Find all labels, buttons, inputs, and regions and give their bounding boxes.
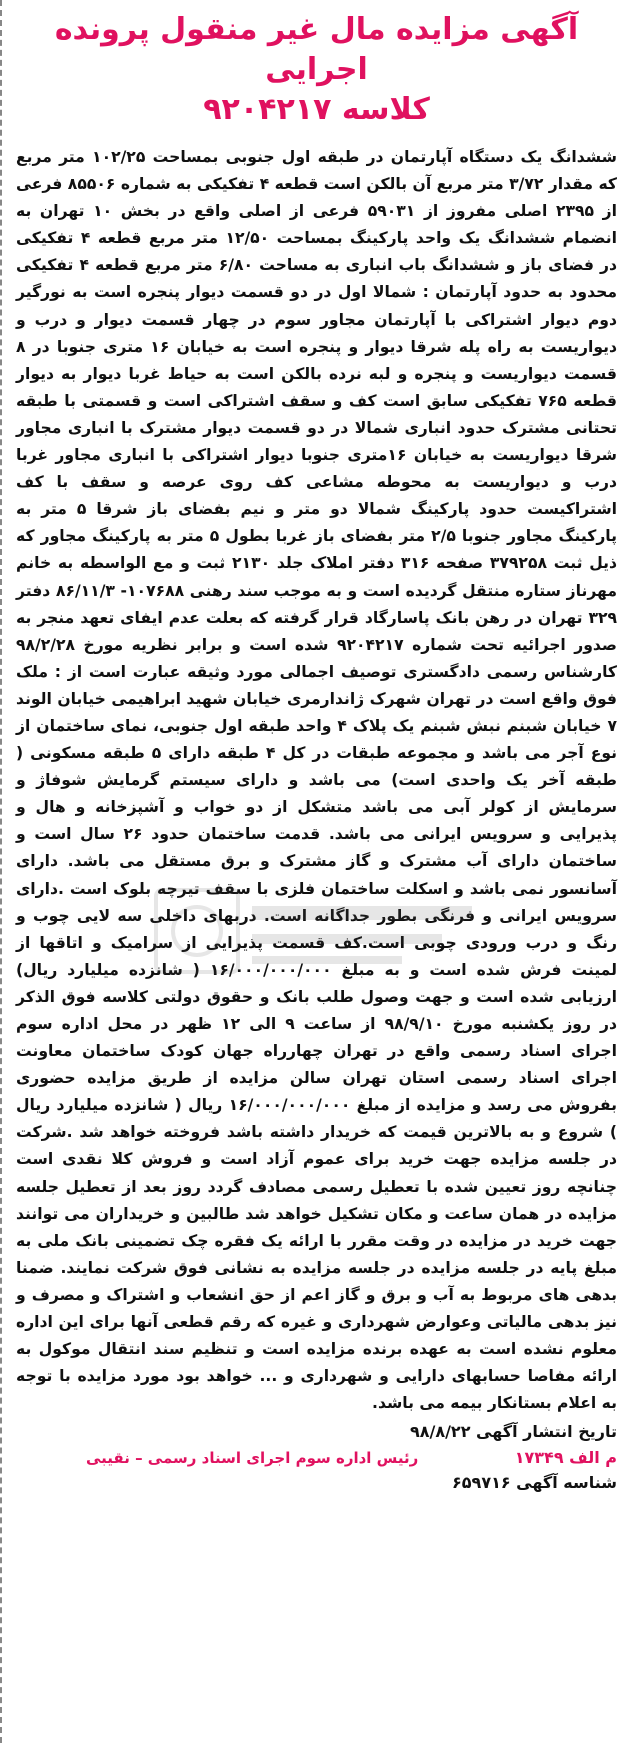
notice-body: ششدانگ یک دستگاه آپارتمان در طبقه اول جنوبی بمساحت ۱۰۲/۲۵ متر مربع که مقدار ۳/۷۲ متر مربع آن بالکن است قطعه ۴ تفکیکی به شماره ۸۵۵۰۶ فرعی از ۲۳۹۵ اصلی مفروز از ۵۹۰۳۱ فرعی از اصلی واقع در بخش ۱۰ تهران به انضمام ششدانگ یک واحد پارکینگ بمساحت ۱۲/۵۰ متر مربع قطعه ۴ تفکیکی در فضای باز و ششدانگ باب انباری به مساحت ۶/۸۰ متر مربع قطعه ۴ تفکیکی محدود به حدود آپارتمان : شمالا اول در دو قسمت دیوار پنجره است به نورگیر دوم دیوار اشتراکی با آپارتمان مجاور سوم در چهار قسمت دیوار و درب و دیواریست به راه پله شرقا دیوار و پنجره است به خیابان ۱۶ متری جنوبا در ۸ قسمت دیواریست و پنجره و لبه نرده بالکن است به حیاط غربا دیوار به دیوار قطعه ۷۶۵ تفکیکی سابق است کف و سقف اشتراکی است و قسمتی با طبقه تحتانی مشترک حدود انباری شمالا در دو قسمت دیوار مشترک با انباری مجاور شرقا دیواریست به خیابان ۱۶متری جنوبا دیوار اشتراکی با انباری مجاور غربا درب و دیواریست به محوطه مشاعی کف روی عرصه و سقف با کف اشتراکیست حدود پارکینگ شمالا دو متر و نیم بفضای باز شرقا ۵ متر به پارکینگ مجاور جنوبا ۲/۵ متر بفضای باز غربا بطول ۵ متر به پارکینگ مجاور که ذیل ثبت ۳۷۹۲۵۸ صفحه ۳۱۶ دفتر املاک جلد ۲۱۳۰ ثبت و مع الواسطه به خانم مهرناز ستاره منتقل گردیده است و به موجب سند رهنی ۱۰۷۶۸۸- ۸۶/۱۱/۳ دفتر ۳۲۹ تهران در رهن بانک پاسارگاد قرار گرفته که بعلت عدم ایفای تعهد منجر به صدور اجرائیه تحت شماره ۹۲۰۴۲۱۷ شده است و برابر نظریه مورخ ۹۸/۲/۲۸ کارشناس رسمی دادگستری توصیف اجمالی مورد وثیقه عبارت است از : ملک فوق واقع است در تهران شهرک ژاندارمری خیابان شهید ابراهیمی خیابان الوند ۷ خیابان شبنم نبش شبنم یک پلاک ۴ واحد طبقه اول جنوبی، نمای ساختمان از نوع آجر می باشد و مجموعه طبقات در کل ۴ طبقه دارای ۵ طبقه مسکونی ( طبقه آخر یک واحدی است) می باشد و دارای سیستم گرمایش شوفاژ و سرمایش از کولر آبی می باشد متشکل از دو خواب و آشپزخانه و هال و پذیرایی و سرویس ایرانی می باشد. قدمت ساختمان حدود ۲۶ سال است و ساختمان دارای آب مشترک و گاز مشترک و برق مستقل می باشد. دارای آسانسور نمی باشد و اسکلت ساختمان فلزی با سقف تیرچه بلوک است .دارای سرویس ایرانی و فرنگی بطور جداگانه است. دربهای داخلی سه لایی چوب و رنگ و درب ورودی چوبی است.کف قسمت پذیرایی از سرامیک و اتاقها از لمینت فرش شده است و به مبلغ ۱۶/۰۰۰/۰۰۰/۰۰۰ ( شانزده میلیارد ریال) ارزیابی شده است و جهت وصول طلب بانک و حقوق دولتی کلاسه فوق الذکر در روز یکشنبه مورخ ۹۸/۹/۱۰ از ساعت ۹ الی ۱۲ ظهر در محل اداره سوم اجرای اسناد رسمی واقع در تهران چهارراه جهان کودک ساختمان معاونت اجرای اسناد رسمی استان تهران سالن مزایده از طریق مزایده حضوری بفروش می رسد و مزایده از مبلغ ۱۶/۰۰۰/۰۰۰/۰۰۰ ریال ( شانزده میلیارد ریال ) شروع و به بالاترین قیمت که خریدار داشته باشد فروخته خواهد شد .شرکت در جلسه مزایده جهت خرید برای عموم آزاد است و فروش کلا نقدی است چنانچه روز تعیین شده با تعطیل رسمی مصادف گردد روز بعد از تعطیل جلسه مزایده در همان ساعت و مکان تشکیل خواهد شد طالبین و خریداران می توانند جهت خرید در مزایده در وقت مقرر با ارائه یک فقره چک تضمینی بانک ملی به مبلغ پایه در جلسه مزایده در جلسه مزایده به نشانی فوق شرکت نمایند. ضمنا بدهی های مربوط به آب و برق و گاز اعم از حق انشعاب و اشتراک و مصرف و نیز بدهی مالیاتی وعوارض شهرداری و غیره که رقم قطعی آنها برای این اداره معلوم نشده است به عهده برنده مزایده است و تنظیم سند انتقال موکول به ارائه مفاصا حسابهای دارایی و شهرداری و ... خواهد بود مورد مزایده با توجه به اعلام بستانکار بیمه می باشد. — [16, 148, 618, 1413]
reference-number: م الف ۱۷۳۴۹ — [514, 1448, 617, 1468]
signatory: رئیس اداره سوم اجرای اسناد رسمی – نقیبی — [86, 1449, 419, 1468]
notice-title: آگهی مزایده مال غیر منقول پرونده اجرایی — [54, 12, 579, 87]
publish-date: تاریخ انتشار آگهی ۹۸/۸/۲۲ — [409, 1422, 617, 1442]
notice-id: شناسه آگهی ۶۵۹۷۱۶ — [452, 1473, 617, 1493]
footer-row — [16, 1445, 617, 1471]
case-number-title: کلاسه ۹۲۰۴۲۱۷ — [203, 92, 430, 127]
